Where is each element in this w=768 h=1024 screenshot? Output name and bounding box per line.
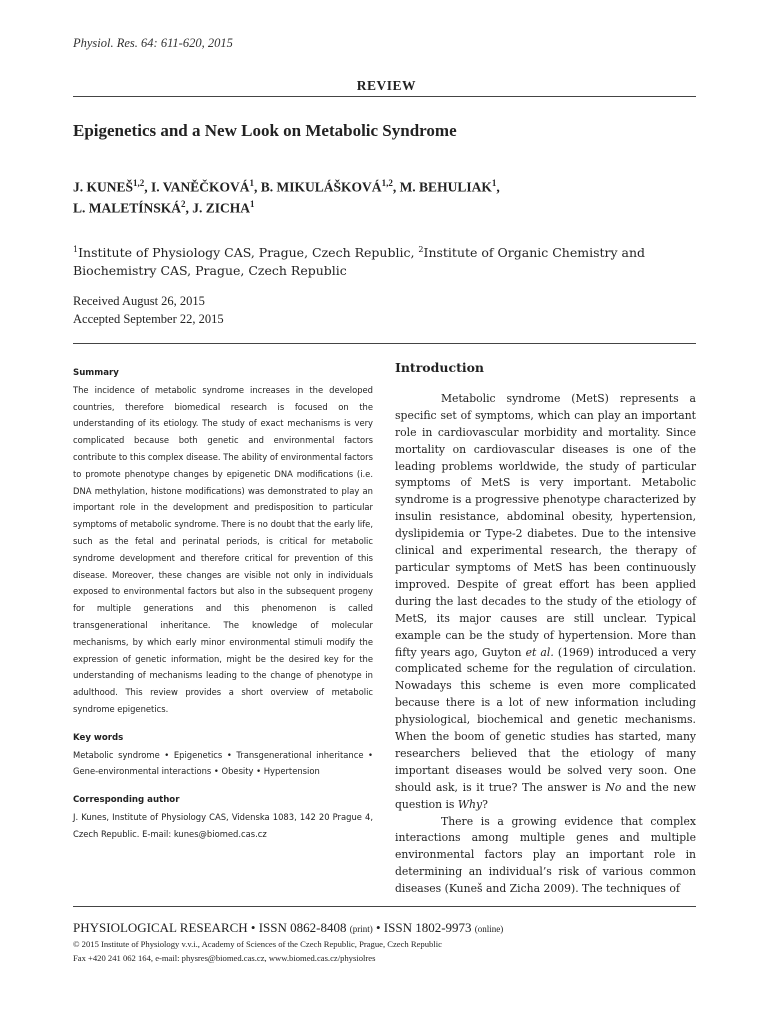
- introduction-paragraph: Metabolic syndrome (MetS) represents a specific set of symptoms, which can play an important role in cardiovascular morbidity and mortality. Since mortality on cardiovascular diseases is one of the leading problems worldwide, the study of particular symptoms of MetS is very important. Metabolic syndrome is a progressive phenotype characterized by insulin resistance, abdominal obesity, hypertension, dyslipidemia or Type-2 diabetes. Due to the intensive clinical and experimental research, the therapy of particular symptoms of MetS has been continuously improved. Despite of great effort has been applied during the last decades to the study of the etiology of MetS, its major causes are still unclear. Typical example can be the study of hypertension. More than fifty years ago, Guyton et al. (1969) introduced a very complicated scheme for the regulation of circulation. Nowadays this scheme is even more complicated because there is a lot of new information including physiological, biochemical and genetic mechanisms. When the boom of genetic studies has started, many researchers believed that the etiology of many important diseases would be solved very soon. One should ask, is it true? The answer is No and the new question is Why?: [395, 391, 696, 811]
- article-title: Epigenetics and a New Look on Metabolic Syndrome: [73, 121, 457, 140]
- article-type: REVIEW: [356, 78, 416, 93]
- author-name: I. VANĚČKOVÁ: [151, 179, 250, 195]
- affiliations: [73, 241, 696, 280]
- author-name: B. MIKULÁŠKOVÁ: [260, 179, 382, 195]
- header-rule: [73, 96, 696, 97]
- introduction-paragraph: There is a growing evidence that complex interactions among multiple genes and multiple environmental factors play an important role in determining an individual’s risk of various common diseases (Kuneš and Zicha 2009). The techniques of: [395, 814, 696, 896]
- summary-heading: Summary: [73, 368, 119, 378]
- author-affiliation-mark: 2: [181, 198, 186, 209]
- author-name: J. ZICHA: [192, 200, 251, 215]
- accepted-date: Accepted September 22, 2015: [73, 312, 224, 326]
- journal-issn-line: PHYSIOLOGICAL RESEARCH • ISSN 0862-8408 (print) • ISSN 1802-9973 (online): [73, 920, 504, 935]
- summary-column: [73, 365, 373, 843]
- article-dates: [73, 292, 224, 328]
- introduction-column: [395, 360, 696, 898]
- copyright-line: © 2015 Institute of Physiology v.v.i., Academy of Sciences of the Czech Republic, Prague, Czech Republic: [73, 939, 442, 949]
- author-name: J. KUNEŠ: [73, 179, 134, 195]
- author-affiliation-mark: 1,2: [381, 178, 393, 188]
- corresponding-heading: Corresponding author: [73, 795, 180, 806]
- summary-text: The incidence of metabolic syndrome increases in the developed countries, therefore biomedical research is focused on the understanding of its etiology. The study of exact mechanisms is very complicated because both genetic and environmental factors contribute to this complex disease. The ability of environmental factors to promote phenotype changes by epigenetic DNA modifications (i.e. DNA methylation, histone modifications) was demonstrated to play an important role in the development and predisposition to particular symptoms of metabolic syndrome. There is no doubt that the early life, such as the fetal and perinatal periods, is critical for metabolic syndrome development and therefore critical for prevention of this disease. Moreover, these changes are visible not only in individuals exposed to environmental factors but also in the subsequent progeny for multiple generations and this phenomenon is called transgenerational inheritance. The knowledge of molecular mechanisms, by which early minor environmental stimuli modify the expression of genetic information, might be the desired key for the understanding of mechanisms leading to the change of phenotype in adulthood. This review provides a short overview of metabolic syndrome epigenetics.: [73, 384, 373, 714]
- keywords-heading: Key words: [73, 732, 124, 743]
- corresponding-text: J. Kunes, Institute of Physiology CAS, Videnska 1083, 142 20 Prague 4, Czech Republic. E-mail: kunes@biomed.cas.cz: [73, 811, 373, 839]
- author-name: M. BEHULIAK: [399, 179, 492, 195]
- author-list: J. KUNEŠ$^{1,2}$, I. VANĚČKOVÁ$^1$, B. MIKULÁŠKOVÁ$^{1,2}$, M. BEHULIAK$^1$, L. MALETÍNSKÁ$^2$, J. ZICHA$^1$: [73, 178, 500, 215]
- author-affiliation-mark: 1,2: [133, 178, 145, 188]
- author-affiliation-mark: 1: [249, 178, 255, 188]
- introduction-heading: Introduction: [395, 360, 485, 375]
- affiliation-mark: 1: [73, 245, 79, 254]
- author-name: L. MALETÍNSKÁ: [73, 200, 182, 215]
- received-date: Received August 26, 2015: [73, 294, 205, 308]
- footer-rule: [73, 906, 696, 907]
- author-affiliation-mark: 1: [250, 198, 255, 209]
- author-affiliation-mark: 1: [491, 178, 497, 188]
- affiliation-text: Institute of Organic Chemistry and Biochemistry CAS, Prague, Czech Republic: [73, 245, 646, 279]
- journal-citation: Physiol. Res. 64: 611-620, 2015: [73, 36, 233, 50]
- affiliation-mark: 2: [418, 245, 424, 254]
- keywords-text: Metabolic syndrome • Epigenetics • Transgenerational inheritance • Gene-environmental interactions • Obesity • Hypertension: [73, 749, 373, 777]
- section-rule: [73, 343, 696, 344]
- affiliation-text: Institute of Physiology CAS, Prague, Czech Republic,: [78, 245, 419, 261]
- contact-line: Fax +420 241 062 164, e-mail: physres@biomed.cas.cz, www.biomed.cas.cz/physiolres: [73, 953, 376, 963]
